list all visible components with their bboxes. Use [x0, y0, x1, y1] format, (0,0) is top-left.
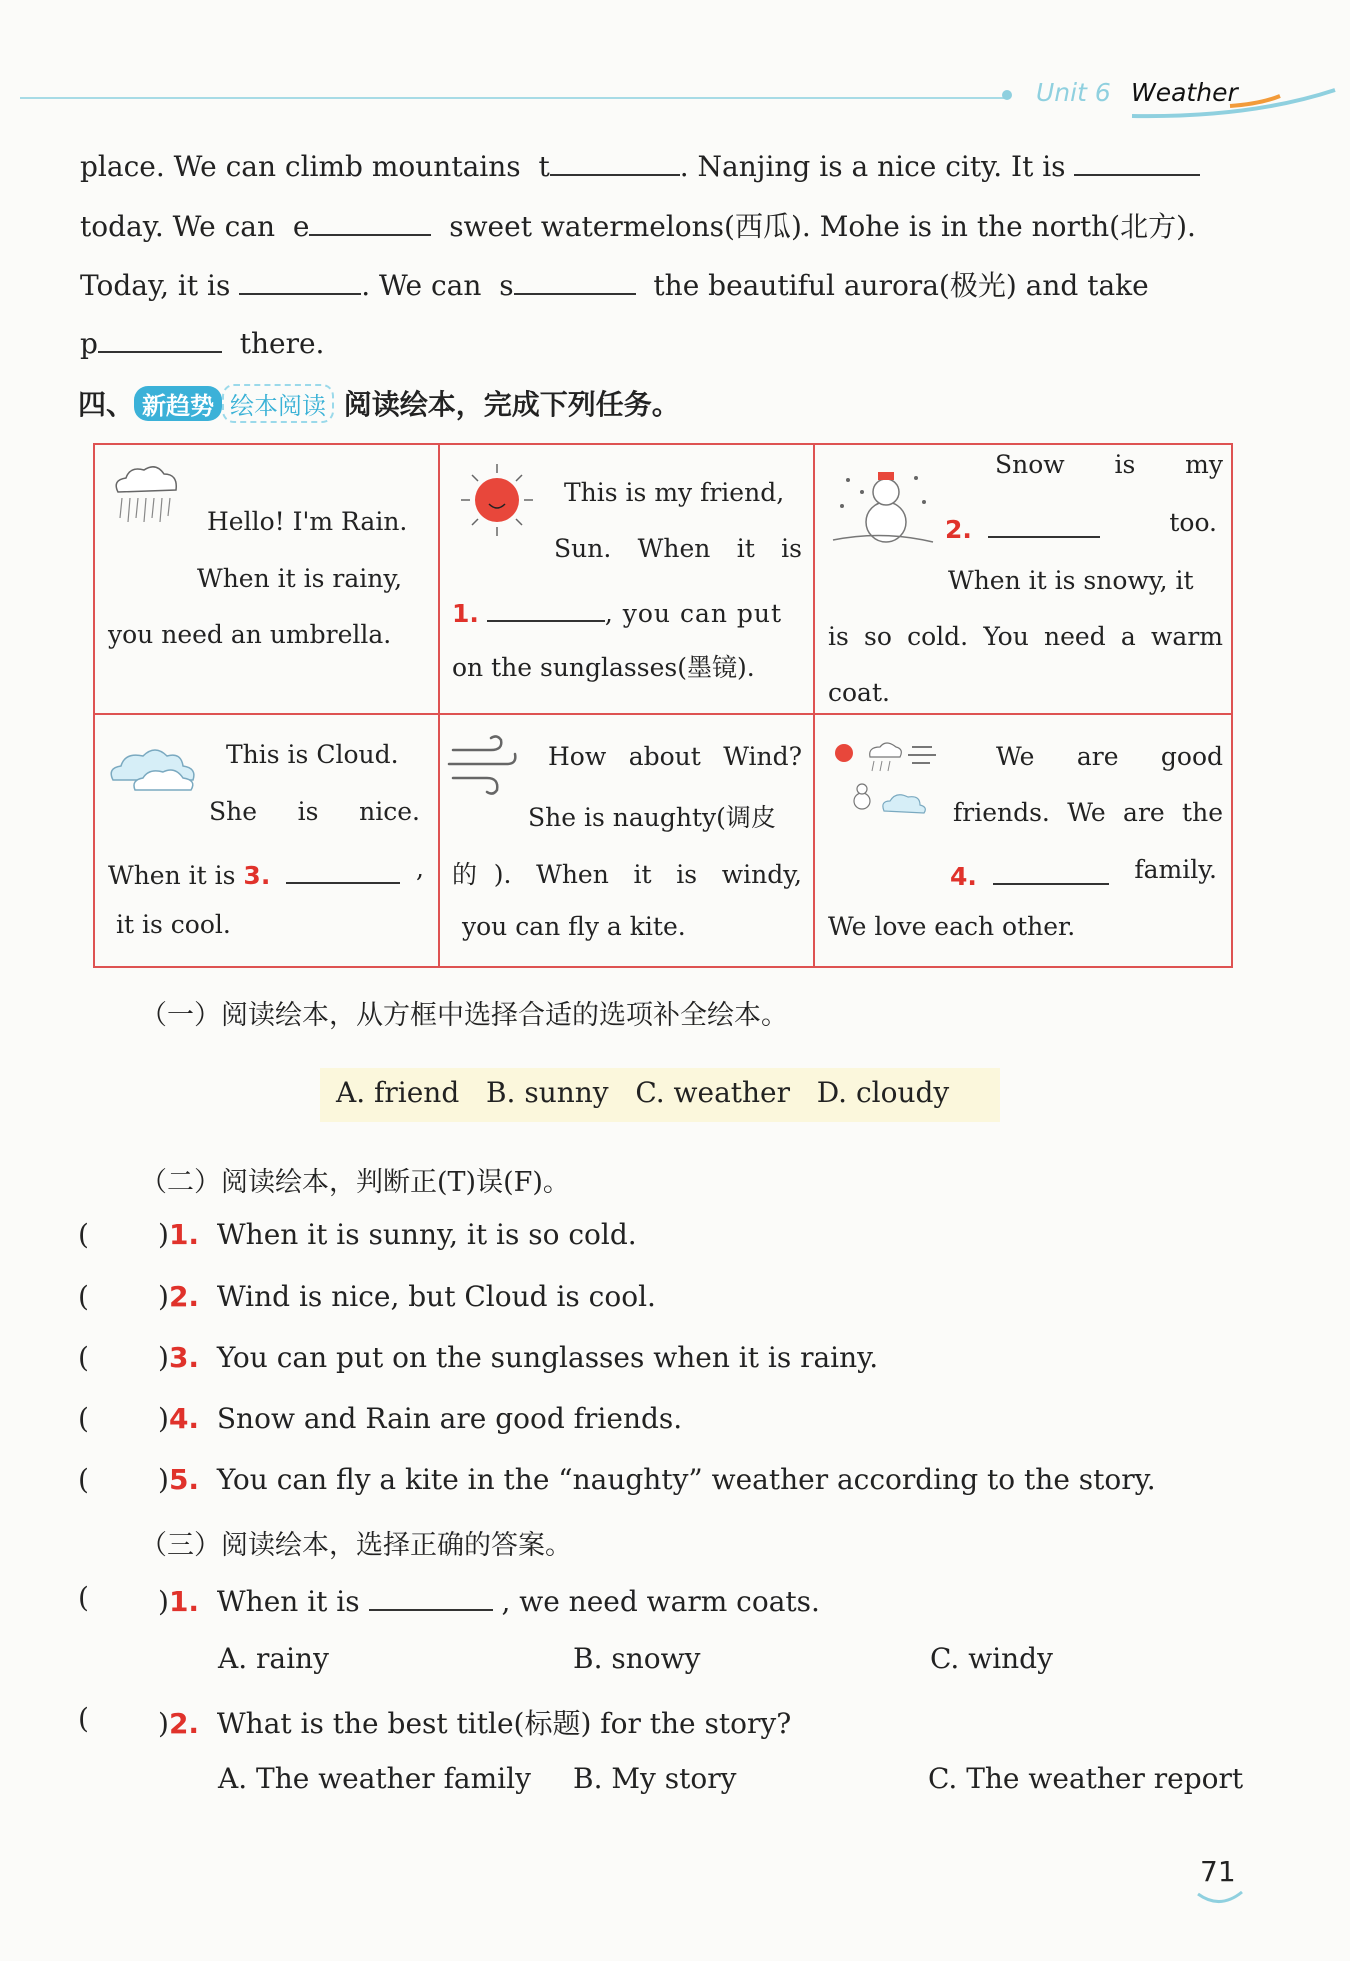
- cell-sun-line4: on the sunglasses(墨镜).: [452, 653, 755, 682]
- cell-sun-line3: 1. , you can put: [452, 592, 782, 628]
- cell-sun-line2: Sun. When it is: [554, 534, 802, 563]
- tf-item-3: )3. You can put on the sunglasses when it is rainy.: [158, 1341, 879, 1374]
- cell-snow-line2: 2. too.: [945, 508, 1217, 544]
- options-text: A. friend B. sunny C. weather D. cloudy: [336, 1076, 950, 1109]
- tf-item-4: )4. Snow and Rain are good friends.: [158, 1402, 683, 1435]
- blank-4[interactable]: [993, 855, 1109, 885]
- passage-line-3: Today, it is . We can s the beautiful aurora(极光) and take: [80, 264, 1149, 304]
- cell-family-line4: We love each other.: [828, 912, 1076, 941]
- header-dot-icon: [1002, 90, 1012, 100]
- cell-family-line1: We are good: [996, 742, 1223, 771]
- q1-option-b[interactable]: B. snowy: [573, 1642, 701, 1675]
- answer-paren-1[interactable]: (: [78, 1218, 89, 1251]
- answer-paren-q1[interactable]: (: [78, 1581, 89, 1614]
- wind-icon: [447, 732, 522, 802]
- cell-wind-line1: How about Wind?: [548, 742, 802, 771]
- passage-line-4: p there.: [80, 323, 324, 360]
- cell-cloud-line2: She is nice.: [209, 797, 420, 826]
- answer-paren-3[interactable]: (: [78, 1341, 89, 1374]
- passage-line-1: place. We can climb mountains t . Nanjing is a nice city. It is: [80, 146, 1200, 183]
- blank-p[interactable]: [98, 323, 222, 353]
- answer-paren-4[interactable]: (: [78, 1402, 89, 1435]
- cell-family-line3: 4. family.: [950, 855, 1217, 891]
- cell-rain-line2: When it is rainy,: [197, 564, 403, 593]
- tf-item-2: )2. Wind is nice, but Cloud is cool.: [158, 1280, 656, 1313]
- grid-divider: [93, 713, 1233, 715]
- blank-2[interactable]: [988, 508, 1100, 538]
- grid-divider: [438, 443, 440, 968]
- cell-snow-line1: Snow is my: [995, 450, 1223, 479]
- unit-label: Unit 6: [1036, 78, 1111, 107]
- cell-sun-line1: This is my friend,: [564, 478, 785, 507]
- passage-line-2: today. We can e sweet watermelons(西瓜). Mohe is in the north(北方).: [80, 205, 1196, 245]
- q2-option-c[interactable]: C. The weather report: [928, 1762, 1244, 1795]
- answer-paren-5[interactable]: (: [78, 1463, 89, 1496]
- cell-wind-line2: She is naughty(调皮: [528, 803, 776, 832]
- part-one-title: （一）阅读绘本，从方框中选择合适的选项补全绘本。: [140, 1000, 788, 1031]
- cell-cloud-line3: When it is 3. ,: [108, 854, 424, 890]
- weather-family-icon: [828, 735, 943, 825]
- blank-q1[interactable]: [369, 1581, 493, 1611]
- choice-q1: )1. When it is , we need warm coats.: [158, 1581, 820, 1618]
- choice-q2: )2. What is the best title(标题) for the story?: [158, 1707, 792, 1740]
- grid-divider: [813, 443, 815, 968]
- tf-item-5: )5. You can fly a kite in the “naughty” weather according to the story.: [158, 1463, 1156, 1496]
- blank-weather-mohe[interactable]: [239, 265, 361, 295]
- part-three-title: （三）阅读绘本，选择正确的答案。: [140, 1530, 572, 1561]
- unit-title: Weather: [1131, 78, 1238, 107]
- cell-rain-line1: Hello! I'm Rain.: [207, 507, 408, 536]
- cell-family-line2: friends. We are the: [953, 798, 1223, 827]
- blank-3[interactable]: [286, 854, 400, 884]
- section-four-title: 四、 新趋势 绘本阅读 阅读绘本，完成下列任务。: [78, 383, 680, 423]
- q1-option-a[interactable]: A. rainy: [218, 1642, 329, 1675]
- answer-paren-q2[interactable]: (: [78, 1702, 89, 1735]
- cloud-icon: [105, 740, 205, 795]
- picture-book-badge: 绘本阅读: [222, 384, 334, 423]
- blank-weather-nanjing[interactable]: [1074, 146, 1200, 176]
- q2-option-b[interactable]: B. My story: [573, 1762, 737, 1795]
- options-box: [320, 1068, 1000, 1122]
- blank-t[interactable]: [550, 146, 680, 176]
- cell-snow-line5: coat.: [828, 678, 890, 707]
- cell-wind-line4: you can fly a kite.: [462, 912, 686, 941]
- cell-wind-line3: 的). When it is windy,: [452, 860, 802, 889]
- blank-1[interactable]: [487, 592, 605, 622]
- blank-s[interactable]: [514, 265, 636, 295]
- header-swoosh-icon: [1130, 88, 1340, 122]
- sun-icon: [452, 460, 542, 540]
- rain-cloud-icon: [108, 460, 183, 530]
- cell-cloud-line4: it is cool.: [116, 910, 231, 939]
- cell-snow-line4: is so cold. You need a warm: [828, 622, 1223, 651]
- snowman-icon: [828, 462, 938, 547]
- cell-cloud-line1: This is Cloud.: [226, 740, 399, 769]
- page-number: 71: [1200, 1855, 1236, 1888]
- header-rule: [20, 97, 1010, 99]
- new-trend-badge: 新趋势: [134, 386, 222, 421]
- cell-rain-line3: you need an umbrella.: [108, 620, 392, 649]
- tf-item-1: )1. When it is sunny, it is so cold.: [158, 1218, 637, 1251]
- blank-e[interactable]: [309, 206, 431, 236]
- q1-option-c[interactable]: C. windy: [930, 1642, 1053, 1675]
- answer-paren-2[interactable]: (: [78, 1280, 89, 1313]
- cell-snow-line3: When it is snowy, it: [948, 566, 1194, 595]
- page-swoosh-icon: [1196, 1888, 1246, 1910]
- part-two-title: （二）阅读绘本，判断正(T)误(F)。: [140, 1167, 570, 1198]
- q2-option-a[interactable]: A. The weather family: [218, 1762, 531, 1795]
